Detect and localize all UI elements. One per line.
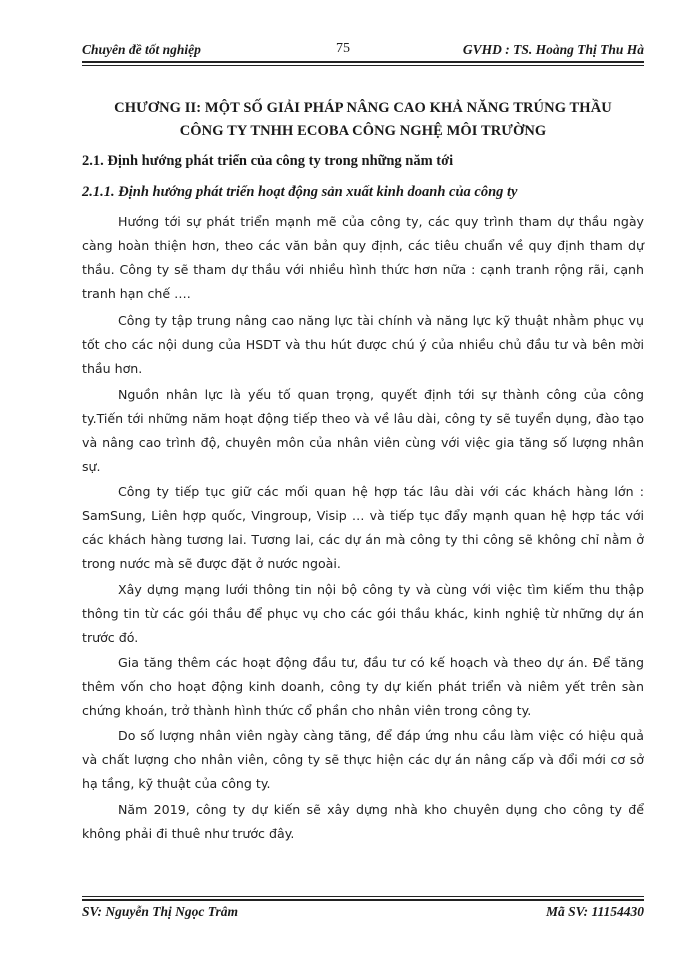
paragraph: Do số lượng nhân viên ngày càng tăng, để đáp ứng nhu cầu làm việc có hiệu quả và chất lượng cho nhân viên, công ty sẽ thực hiện các dự án nâng cấp và đổi mới cơ sở hạ tầng, kỹ thuật của công ty. bbox=[82, 728, 644, 791]
footer-rule-thick bbox=[82, 899, 644, 901]
page-footer bbox=[82, 904, 644, 924]
chapter-title-line-2: CÔNG TY TNHH ECOBA CÔNG NGHỆ MÔI TRƯỜNG bbox=[179, 123, 547, 139]
header-rule-thin bbox=[82, 65, 644, 66]
section-heading: 2.1. Định hướng phát triển của công ty trong những năm tới bbox=[82, 153, 454, 169]
page-header bbox=[82, 38, 644, 60]
subsection-heading: 2.1.1. Định hướng phát triển hoạt động sản xuất kinh doanh của công ty bbox=[82, 184, 518, 200]
paragraph: Gia tăng thêm các hoạt động đầu tư, đầu tư có kế hoạch và theo dự án. Để tăng thêm vốn cho hoạt động kinh doanh, công ty dự kiến phát triển và niêm yết trên sàn chứng khoán, trở thành hình thức cổ phần cho nhân viên trong công ty. bbox=[82, 655, 644, 718]
header-supervisor: GVHD : TS. Hoàng Thị Thu Hà bbox=[462, 42, 644, 57]
footer-rule-thin bbox=[82, 896, 644, 897]
paragraph: Công ty tiếp tục giữ các mối quan hệ hợp tác lâu dài với các khách hàng lớn : SamSung, Liên hợp quốc, Vingroup, Visip … và tiếp tục đẩy mạnh quan hệ hợp tác với các khách hàng tương lai. Tương lai, các dự án mà công ty thi công sẽ không chỉ nằm ở trong nước mà sẽ được đặt ở nước ngoài. bbox=[82, 484, 644, 571]
footer-student-name: SV: Nguyễn Thị Ngọc Trâm bbox=[82, 904, 239, 919]
paragraph: Xây dựng mạng lưới thông tin nội bộ công ty và cùng với việc tìm kiếm thu thập thông tin từ các gói thầu để phục vụ cho các gói thầu khác, kinh nghiệ từ những dự án trước đó. bbox=[82, 582, 644, 645]
header-doc-title: Chuyên đề tốt nghiệp bbox=[82, 42, 201, 57]
chapter-title bbox=[82, 97, 644, 143]
paragraph: Công ty tập trung nâng cao năng lực tài chính và năng lực kỹ thuật nhằm phục vụ tốt cho các nội dung của HSDT và thu hút được chú ý của nhiều chủ đầu tư và bên mời thầu hơn. bbox=[82, 313, 644, 376]
paragraph: Nguồn nhân lực là yếu tố quan trọng, quyết định tới sự thành công của công ty.Tiến tới những năm hoạt động tiếp theo và về lâu dài, công ty sẽ tuyển dụng, đào tạo và nâng cao trình độ, chuyên môn của nhân viên cùng với việc gia tăng số lượng nhân sự. bbox=[82, 387, 644, 474]
header-rule-thick bbox=[82, 61, 644, 63]
header-page-number: 75 bbox=[336, 41, 350, 56]
paragraph: Hướng tới sự phát triển mạnh mẽ của công ty, các quy trình tham dự thầu ngày càng hoàn thiện hơn, theo các văn bản quy định, các tiêu chuẩn về quy định tham dự thầu. Công ty sẽ tham dự thầu với nhiều hình thức hơn nữa : cạnh tranh rộng rãi, cạnh tranh hạn chế …. bbox=[82, 214, 644, 301]
chapter-title-line-1: CHƯƠNG II: MỘT SỐ GIẢI PHÁP NÂNG CAO KHẢ NĂNG TRÚNG THẦU bbox=[114, 100, 612, 116]
footer-student-id: Mã SV: 11154430 bbox=[545, 904, 644, 919]
paragraph: Năm 2019, công ty dự kiến sẽ xây dựng nhà kho chuyên dụng cho công ty để không phải đi thuê như trước đây. bbox=[82, 802, 644, 841]
